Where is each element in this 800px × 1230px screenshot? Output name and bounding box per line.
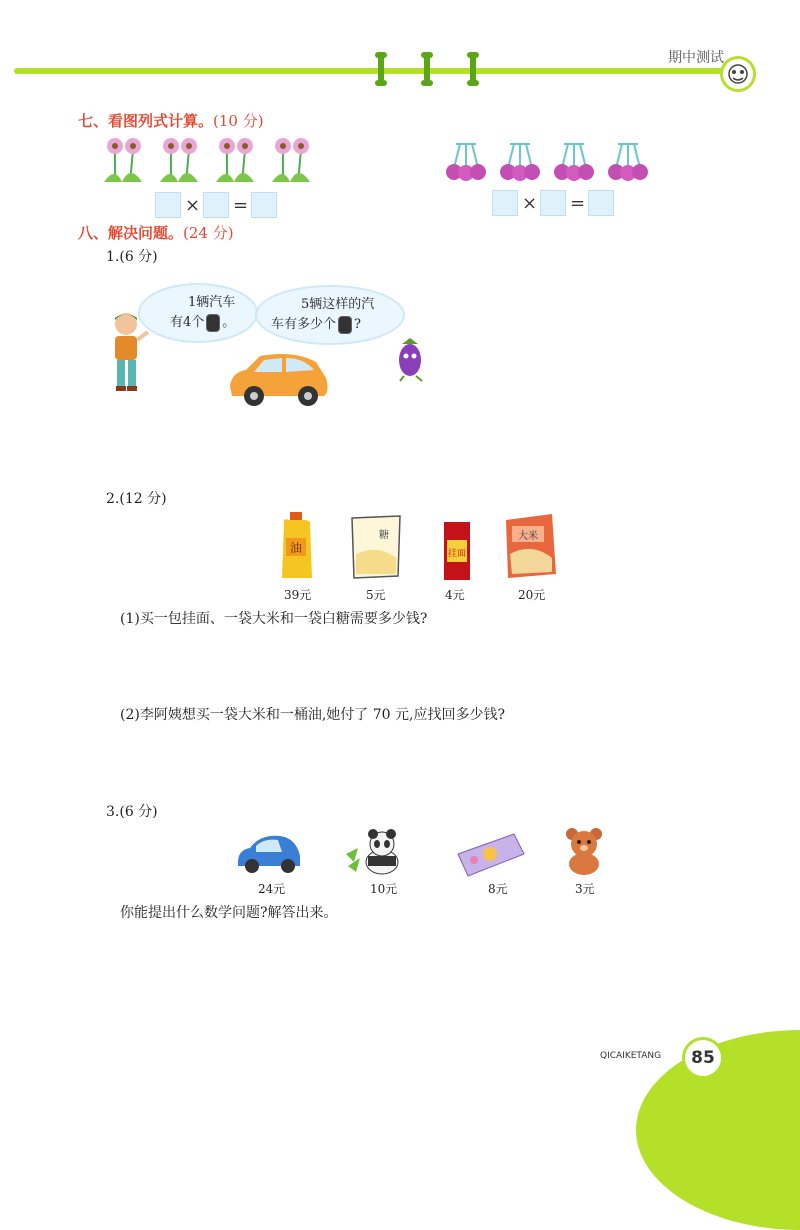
binder-post — [424, 52, 430, 86]
noodle-price: 4元 — [445, 588, 465, 602]
equals-sign: = — [570, 192, 586, 214]
oil-bottle-icon — [276, 512, 318, 582]
sugar-tag: 糖 — [379, 530, 389, 541]
eggplant-icon — [390, 336, 432, 382]
bubble-2-line-1: 5辆这样的汽 — [301, 297, 375, 312]
bubble-1-line-2 — [170, 313, 256, 333]
tire-icon — [206, 314, 220, 332]
problem-2-question-2: (2)李阿姨想买一袋大米和一桶油,她付了 70 元,应找回多少钱? — [120, 707, 505, 723]
bubble-2-line-2 — [271, 315, 403, 335]
bubble-2-end: ? — [354, 317, 361, 332]
bubble-1-line-1: 1辆汽车 — [188, 295, 236, 310]
toy-car — [234, 832, 304, 880]
bubble-2-text: 车有多少个 — [271, 317, 337, 332]
header-title: 期中测试 — [668, 50, 724, 66]
flower-icon-group — [100, 136, 330, 188]
cherry-icon-group — [446, 138, 666, 184]
teddy-bear — [560, 826, 610, 880]
toy-car-price: 24元 — [258, 882, 286, 896]
answer-box[interactable] — [155, 192, 181, 218]
equation-row-cherries — [492, 190, 614, 216]
times-sign: × — [185, 194, 201, 216]
rice-bag — [502, 512, 558, 584]
sugar-bag-icon — [348, 514, 404, 580]
flowers-group — [100, 136, 330, 192]
equation-row-flowers — [155, 192, 277, 218]
header-rule — [14, 68, 726, 74]
rice-price: 20元 — [518, 588, 546, 602]
bubble-1-end: 。 — [222, 315, 236, 330]
problem-2-label: 2.(12 分) — [106, 491, 167, 507]
speech-bubble-1 — [138, 283, 258, 343]
problem-1-label: 1.(6 分) — [106, 249, 158, 265]
car-icon — [224, 348, 332, 410]
panda — [344, 828, 404, 880]
speech-bubble-2 — [255, 285, 405, 345]
noodle-pack-icon — [440, 520, 474, 582]
answer-box[interactable] — [492, 190, 518, 216]
answer-box[interactable] — [203, 192, 229, 218]
oil-bottle — [276, 512, 318, 586]
oil-tag: 油 — [289, 541, 303, 555]
binder-post — [378, 52, 384, 86]
car-illustration — [224, 348, 332, 414]
noodle-pack — [440, 520, 474, 586]
section-8-title: 八、解决问题。 — [78, 224, 184, 242]
teddy-bear-price: 3元 — [575, 882, 595, 896]
oil-price: 39元 — [284, 588, 312, 602]
problem-3-prompt: 你能提出什么数学问题?解答出来。 — [120, 905, 338, 921]
cherries-group — [446, 138, 666, 188]
footer-brand: QICAIKETANG — [600, 1051, 662, 1061]
tire-icon — [338, 316, 352, 334]
panda-icon — [344, 828, 404, 876]
noodle-tag: 挂面 — [447, 549, 467, 559]
binder-post — [470, 52, 476, 86]
teddy-bear-icon — [560, 826, 610, 876]
section-7-heading — [78, 110, 264, 131]
problem-3-label: 3.(6 分) — [106, 804, 158, 820]
header-logo-icon — [720, 56, 756, 92]
section-7-title: 七、看图列式计算。 — [78, 112, 214, 130]
section-7-points: (10 分) — [213, 112, 264, 130]
rice-bag-icon — [502, 512, 558, 580]
toy-car-icon — [234, 832, 304, 876]
answer-box[interactable] — [588, 190, 614, 216]
problem-2-question-1: (1)买一包挂面、一袋大米和一袋白糖需要多少钱? — [120, 611, 428, 627]
section-8-heading — [78, 222, 234, 243]
equals-sign: = — [233, 194, 249, 216]
answer-box[interactable] — [251, 192, 277, 218]
sugar-bag — [348, 514, 404, 584]
rice-tag: 大米 — [518, 531, 538, 542]
section-8-points: (24 分) — [183, 224, 234, 242]
bubble-1-text: 有4个 — [170, 315, 205, 330]
panda-price: 10元 — [370, 882, 398, 896]
pencil-case — [456, 832, 526, 882]
pencil-case-icon — [456, 832, 526, 878]
pencil-case-price: 8元 — [488, 882, 508, 896]
answer-box[interactable] — [540, 190, 566, 216]
eggplant-illustration — [390, 336, 432, 386]
page-number: 85 — [682, 1037, 724, 1079]
sugar-price: 5元 — [366, 588, 386, 602]
times-sign: × — [522, 192, 538, 214]
